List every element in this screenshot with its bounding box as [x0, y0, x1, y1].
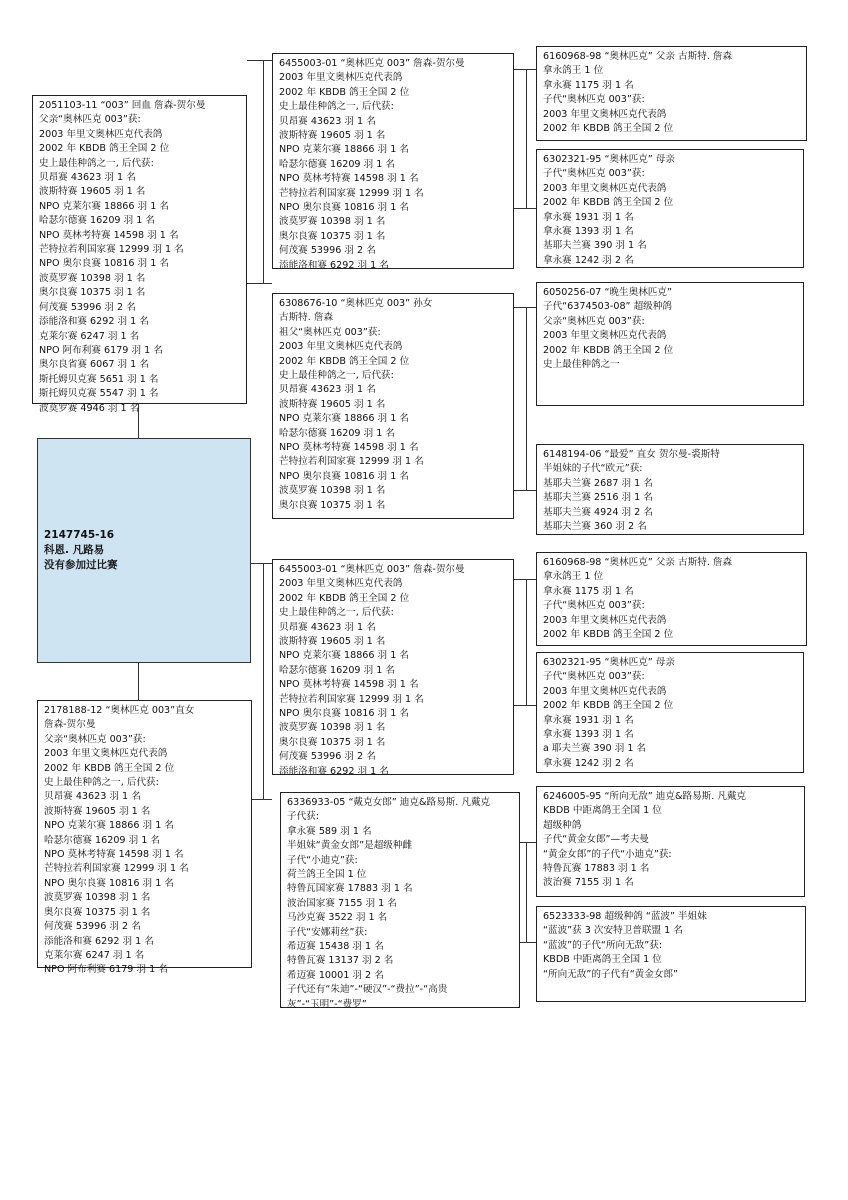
subject-name: 科恩. 凡路易 [44, 544, 105, 556]
connector-line [514, 307, 536, 308]
pedigree-line: 希迈赛 10001 羽 2 名 [287, 969, 384, 981]
pedigree-line: NPO 克莱尔赛 18866 羽 1 名 [279, 650, 409, 662]
pedigree-line: 奥尔良省赛 6067 羽 1 名 [39, 359, 149, 371]
connector-line [526, 842, 527, 943]
pedigree-line: NPO 奥尔良赛 10816 羽 1 名 [44, 877, 174, 889]
dam-sire-sire-box [536, 552, 807, 646]
pedigree-line: 贝昂赛 43623 羽 1 名 [39, 172, 136, 184]
pedigree-line: a 耶夫兰赛 390 羽 1 名 [543, 743, 647, 755]
pedigree-line: 贝昂赛 43623 羽 1 名 [279, 384, 376, 396]
pedigree-line: 古斯特. 詹森 [279, 312, 334, 324]
pedigree-line: 何茂赛 53996 羽 2 名 [279, 245, 376, 257]
pedigree-line: NPO 莫林考特赛 14598 羽 1 名 [279, 679, 419, 691]
pedigree-line: NPO 阿布利赛 6179 羽 1 名 [44, 964, 168, 976]
pedigree-line: 希迈赛 15438 羽 1 名 [287, 941, 384, 953]
pedigree-line: 拿永赛 1931 羽 1 名 [543, 714, 634, 726]
pedigree-line: 史上最佳种鸽之一, 后代获: [279, 101, 394, 113]
pedigree-line: 波斯特赛 19605 羽 1 名 [279, 130, 386, 142]
pedigree-line: 灰”-“玉明”-“费罗” [287, 998, 367, 1010]
pedigree-line: 子代“黄金女郎”—考夫曼 [543, 834, 649, 846]
dam-dam-dam-box [536, 906, 806, 1002]
pedigree-line: 波斯特赛 19605 羽 1 名 [279, 398, 386, 410]
subject-note: 没有参加过比赛 [44, 559, 118, 571]
pedigree-line: 2002 年 KBDB 鸽王全国 2 位 [39, 143, 170, 155]
pedigree-line: 子代“安娜莉丝”获: [287, 926, 368, 938]
pedigree-line: 芒特拉若利国家赛 12999 羽 1 名 [39, 244, 184, 256]
pedigree-line: 父亲“奥林匹克 003”获: [39, 114, 141, 126]
pedigree-line: “蓝波”的子代“所向无敌”获: [543, 939, 663, 951]
pedigree-line: 芒特拉若利国家赛 12999 羽 1 名 [279, 187, 424, 199]
pedigree-line: 何茂赛 53996 羽 2 名 [39, 301, 136, 313]
pedigree-line: 2002 年 KBDB 鸽王全国 2 位 [44, 762, 175, 774]
connector-line [247, 283, 272, 284]
pedigree-line: 2003 年里文奥林匹克代表鸽 [279, 578, 403, 590]
pedigree-line: NPO 奥尔良赛 10816 羽 1 名 [279, 470, 409, 482]
pedigree-line: 半姐妹“黄金女郎”是超级种雌 [287, 840, 413, 852]
pedigree-line: 2002 年 KBDB 鸽王全国 2 位 [279, 86, 410, 98]
pedigree-line: 2003 年里文奥林匹克代表鸽 [279, 72, 403, 84]
pedigree-line: 子代还有“朱迪”-“硬汉”-“费拉”-“高贵 [287, 984, 448, 996]
pedigree-line: 拿永赛 1393 羽 1 名 [543, 226, 634, 238]
pedigree-line: 芒特拉若利国家赛 12999 羽 1 名 [279, 693, 424, 705]
connector-line [514, 208, 536, 209]
pedigree-line: 哈瑟尔德赛 16209 羽 1 名 [44, 834, 160, 846]
subject-box [37, 438, 251, 663]
connector-line [520, 942, 536, 943]
pedigree-line: 添能洛和赛 6292 羽 1 名 [39, 316, 149, 328]
pedigree-line: 基耶夫兰赛 4924 羽 2 名 [543, 506, 653, 518]
pedigree-line: 克莱尔赛 6247 羽 1 名 [39, 330, 140, 342]
pedigree-line: 波斯特赛 19605 羽 1 名 [44, 805, 151, 817]
pedigree-line: 詹森-贺尔曼 [44, 719, 96, 731]
pedigree-line: 贝昂赛 43623 羽 1 名 [279, 115, 376, 127]
pedigree-line: 拿永赛 1175 羽 1 名 [543, 79, 634, 91]
pedigree-line: NPO 莫林考特赛 14598 羽 1 名 [44, 849, 184, 861]
pedigree-line: 基耶夫兰赛 360 羽 2 名 [543, 521, 647, 533]
connector-line [514, 705, 536, 706]
connector-line [514, 490, 536, 491]
pedigree-line: 史上最佳种鸽之一, 后代获: [44, 777, 159, 789]
pedigree-line: 波斯特赛 19605 羽 1 名 [39, 186, 146, 198]
pedigree-line: 拿永赛 1242 羽 2 名 [543, 757, 634, 769]
pedigree-line: 子代获: [287, 811, 320, 823]
pedigree-line: “黄金女郎”的子代“小迪克”获: [543, 848, 672, 860]
pedigree-line: 2003 年里文奥林匹克代表鸽 [543, 108, 667, 120]
pedigree-line: 添能洛和赛 6292 羽 1 名 [279, 765, 389, 777]
pigeon-ring-and-name: 6160968-98 “奥林匹克” 父亲 古斯特. 詹森 [543, 51, 733, 62]
dam-dam-box [280, 792, 520, 1008]
pedigree-line: 父亲“奥林匹克 003”获: [543, 315, 645, 327]
pedigree-line: 波莫罗赛 10398 羽 1 名 [279, 216, 386, 228]
connector-line [514, 579, 536, 580]
connector-line [247, 60, 272, 61]
connector-line [526, 307, 527, 490]
pedigree-line: 基耶夫兰赛 2687 羽 1 名 [543, 477, 653, 489]
pedigree-line: NPO 莫林考特赛 14598 羽 1 名 [39, 229, 179, 241]
pedigree-line: 波莫罗赛 10398 羽 1 名 [279, 485, 386, 497]
pedigree-line: 拿永赛 1931 羽 1 名 [543, 211, 634, 223]
pigeon-ring-and-name: 6160968-98 “奥林匹克” 父亲 古斯特. 詹森 [543, 557, 733, 568]
pigeon-ring-and-name: 6308676-10 “奥林匹克 003” 孙女 [279, 298, 433, 309]
pedigree-line: 何茂赛 53996 羽 2 名 [44, 921, 141, 933]
pedigree-line: KBDB 中距离鸽王全国 1 位 [543, 954, 662, 966]
pedigree-line: 波莫罗赛 10398 羽 1 名 [279, 722, 386, 734]
pedigree-line: NPO 阿布利赛 6179 羽 1 名 [39, 344, 163, 356]
pedigree-line: 2003 年里文奥林匹克代表鸽 [543, 182, 667, 194]
pedigree-line: 拿永赛 1393 羽 1 名 [543, 729, 634, 741]
pedigree-line: NPO 克莱尔赛 18866 羽 1 名 [39, 200, 169, 212]
pedigree-line: “所向无敌”的子代有“黄金女郎” [543, 968, 679, 980]
connector-line [520, 842, 536, 843]
dam-dam-sire-box [536, 786, 805, 897]
pedigree-line: 2003 年里文奥林匹克代表鸽 [543, 330, 667, 342]
connector-line [514, 69, 536, 70]
pedigree-line: 贝昂赛 43623 羽 1 名 [44, 791, 141, 803]
connector-line [263, 60, 264, 284]
dam-box [37, 700, 252, 976]
pedigree-line: NPO 克莱尔赛 18866 羽 1 名 [279, 413, 409, 425]
pedigree-line: 2002 年 KBDB 鸽王全国 2 位 [279, 592, 410, 604]
pedigree-line: 祖父“奥林匹克 003”获: [279, 326, 381, 338]
pedigree-line: NPO 奥尔良赛 10816 羽 1 名 [279, 708, 409, 720]
pedigree-line: 2003 年里文奥林匹克代表鸽 [279, 341, 403, 353]
pigeon-ring-and-name: 2051103-11 “003” 回血 詹森-贺尔曼 [39, 100, 206, 111]
pedigree-line: 哈瑟尔德赛 16209 羽 1 名 [279, 664, 395, 676]
pedigree-line: 子代“小迪克”获: [287, 854, 358, 866]
pedigree-line: 波莫罗赛 10398 羽 1 名 [44, 892, 151, 904]
pigeon-ring-and-name: 6302321-95 “奥林匹克” 母亲 [543, 154, 675, 165]
pedigree-line: 波斯特赛 19605 羽 1 名 [279, 636, 386, 648]
pedigree-line: 哈瑟尔德赛 16209 羽 1 名 [39, 215, 155, 227]
sire-sire-dam-box [536, 149, 804, 268]
pigeon-ring-and-name: 6246005-95 “所向无敌” 迪克&路易斯. 凡戴克 [543, 791, 747, 802]
pedigree-line: 奥尔良赛 10375 羽 1 名 [279, 230, 386, 242]
pedigree-line: NPO 克莱尔赛 18866 羽 1 名 [279, 144, 409, 156]
pedigree-line: 2002 年 KBDB 鸽王全国 2 位 [543, 700, 674, 712]
connector-line [526, 579, 527, 705]
pedigree-line: 芒特拉若利国家赛 12999 羽 1 名 [279, 456, 424, 468]
pedigree-line: 拿永赛 1175 羽 1 名 [543, 585, 634, 597]
pedigree-line: 波治国家赛 7155 羽 1 名 [287, 897, 397, 909]
pedigree-line: 哈瑟尔德赛 16209 羽 1 名 [279, 158, 395, 170]
pedigree-line: 拿永鸽王 1 位 [543, 65, 604, 77]
pigeon-ring-and-name: 6302321-95 “奥林匹克” 母亲 [543, 657, 675, 668]
pigeon-ring-and-name: 6148194-06 “最爱” 直女 贺尔曼-裘斯特 [543, 449, 720, 460]
connector-line [526, 69, 527, 209]
pedigree-line: 特鲁瓦国家赛 17883 羽 1 名 [287, 883, 413, 895]
pedigree-line: 2002 年 KBDB 鸽王全国 2 位 [543, 123, 674, 135]
pedigree-line: NPO 克莱尔赛 18866 羽 1 名 [44, 820, 174, 832]
pedigree-line: 添能洛和赛 6292 羽 1 名 [279, 259, 389, 271]
pedigree-line: 拿永赛 1242 羽 2 名 [543, 254, 634, 266]
pedigree-line: 子代“奥林匹克 003”获: [543, 168, 645, 180]
pedigree-line: 史上最佳种鸽之一, 后代获: [39, 157, 154, 169]
pedigree-line: 波治赛 7155 羽 1 名 [543, 877, 634, 889]
pedigree-line: 添能洛和赛 6292 羽 1 名 [44, 935, 154, 947]
pedigree-line: 史上最佳种鸽之一, 后代获: [279, 607, 394, 619]
pedigree-line: KBDB 中距离鸽王全国 1 位 [543, 805, 662, 817]
pedigree-line: 2003 年里文奥林匹克代表鸽 [39, 128, 163, 140]
pedigree-line: 特鲁瓦赛 17883 羽 1 名 [543, 863, 650, 875]
subject-ring-number: 2147745-16 [44, 529, 115, 541]
pedigree-line: 芒特拉若利国家赛 12999 羽 1 名 [44, 863, 189, 875]
pedigree-line: 2003 年里文奥林匹克代表鸽 [543, 614, 667, 626]
pedigree-line: 奥尔良赛 10375 羽 1 名 [279, 499, 386, 511]
pedigree-line: 父亲“奥林匹克 003”获: [44, 733, 146, 745]
pigeon-ring-and-name: 6455003-01 “奥林匹克 003” 詹森-贺尔曼 [279, 564, 465, 575]
pigeon-ring-and-name: 6523333-98 超级种鸽 “蓝波” 半姐妹 [543, 911, 707, 922]
pedigree-line: 2003 年里文奥林匹克代表鸽 [44, 748, 168, 760]
pedigree-line: 基耶夫兰赛 2516 羽 1 名 [543, 492, 653, 504]
pedigree-line: 奥尔良赛 10375 羽 1 名 [39, 287, 146, 299]
sire-dam-dam-box [536, 444, 804, 535]
pedigree-line: 特鲁瓦赛 13137 羽 2 名 [287, 955, 394, 967]
pedigree-line: 贝昂赛 43623 羽 1 名 [279, 621, 376, 633]
pedigree-line: 何茂赛 53996 羽 2 名 [279, 751, 376, 763]
pedigree-line: 2002 年 KBDB 鸽王全国 2 位 [543, 344, 674, 356]
pedigree-line: 子代“奥林匹克 003”获: [543, 671, 645, 683]
sire-sire-box [272, 53, 514, 269]
pedigree-line: 2003 年里文奥林匹克代表鸽 [543, 685, 667, 697]
pedigree-line: 拿永赛 589 羽 1 名 [287, 825, 372, 837]
pedigree-line: 奥尔良赛 10375 羽 1 名 [44, 906, 151, 918]
dam-sire-box [272, 559, 514, 775]
pedigree-line: 基耶夫兰赛 390 羽 1 名 [543, 240, 647, 252]
pedigree-line: 子代“6374503-08” 超级种鸽 [543, 301, 672, 313]
pedigree-line: 克莱尔赛 6247 羽 1 名 [44, 949, 145, 961]
dam-sire-dam-box [536, 652, 804, 773]
pedigree-line: 斯托姆贝克赛 5547 羽 1 名 [39, 388, 159, 400]
pedigree-line: 超级种鸽 [543, 819, 582, 831]
pigeon-ring-and-name: 2178188-12 “奥林匹克 003”直女 [44, 705, 195, 716]
sire-sire-sire-box [536, 46, 807, 141]
pedigree-line: NPO 莫林考特赛 14598 羽 1 名 [279, 442, 419, 454]
pigeon-ring-and-name: 6336933-05 “戴克女郎” 迪克&路易斯. 凡戴克 [287, 797, 491, 808]
pedigree-line: 拿永鸽王 1 位 [543, 571, 604, 583]
pedigree-line: 马沙克赛 3522 羽 1 名 [287, 912, 388, 924]
pedigree-line: 史上最佳种鸽之一, 后代获: [279, 370, 394, 382]
pedigree-line: 波莫罗赛 10398 羽 1 名 [39, 272, 146, 284]
sire-dam-box [272, 293, 514, 519]
pedigree-line: 史上最佳种鸽之一 [543, 359, 620, 371]
pedigree-line: 波莫罗赛 4946 羽 1 名 [39, 402, 140, 414]
pedigree-line: 半姐妹的子代“欧元”获: [543, 463, 643, 475]
pedigree-line: 斯托姆贝克赛 5651 羽 1 名 [39, 373, 159, 385]
pedigree-line: 荷兰鸽王全国 1 位 [287, 869, 367, 881]
pedigree-line: 哈瑟尔德赛 16209 羽 1 名 [279, 427, 395, 439]
pedigree-line: 2002 年 KBDB 鸽王全国 2 位 [279, 355, 410, 367]
sire-box [32, 95, 247, 414]
pedigree-line: NPO 奥尔良赛 10816 羽 1 名 [39, 258, 169, 270]
pedigree-line: 子代“奥林匹克 003”获: [543, 600, 645, 612]
pedigree-line: 子代“奥林匹克 003”获: [543, 94, 645, 106]
pedigree-line: 2002 年 KBDB 鸽王全国 2 位 [543, 197, 674, 209]
connector-line [263, 563, 264, 799]
pedigree-line: NPO 莫林考特赛 14598 羽 1 名 [279, 173, 419, 185]
pedigree-line: 奥尔良赛 10375 羽 1 名 [279, 736, 386, 748]
pedigree-line: “蓝波”获 3 次安特卫普联盟 1 名 [543, 925, 683, 937]
sire-dam-sire-box [536, 282, 804, 406]
pigeon-ring-and-name: 6455003-01 “奥林匹克 003” 詹森-贺尔曼 [279, 58, 465, 69]
connector-line [138, 663, 139, 700]
pedigree-line: NPO 奥尔良赛 10816 羽 1 名 [279, 202, 409, 214]
pigeon-ring-and-name: 6050256-07 “晚生奥林匹克” [543, 287, 672, 298]
pedigree-line: 2002 年 KBDB 鸽王全国 2 位 [543, 629, 674, 641]
